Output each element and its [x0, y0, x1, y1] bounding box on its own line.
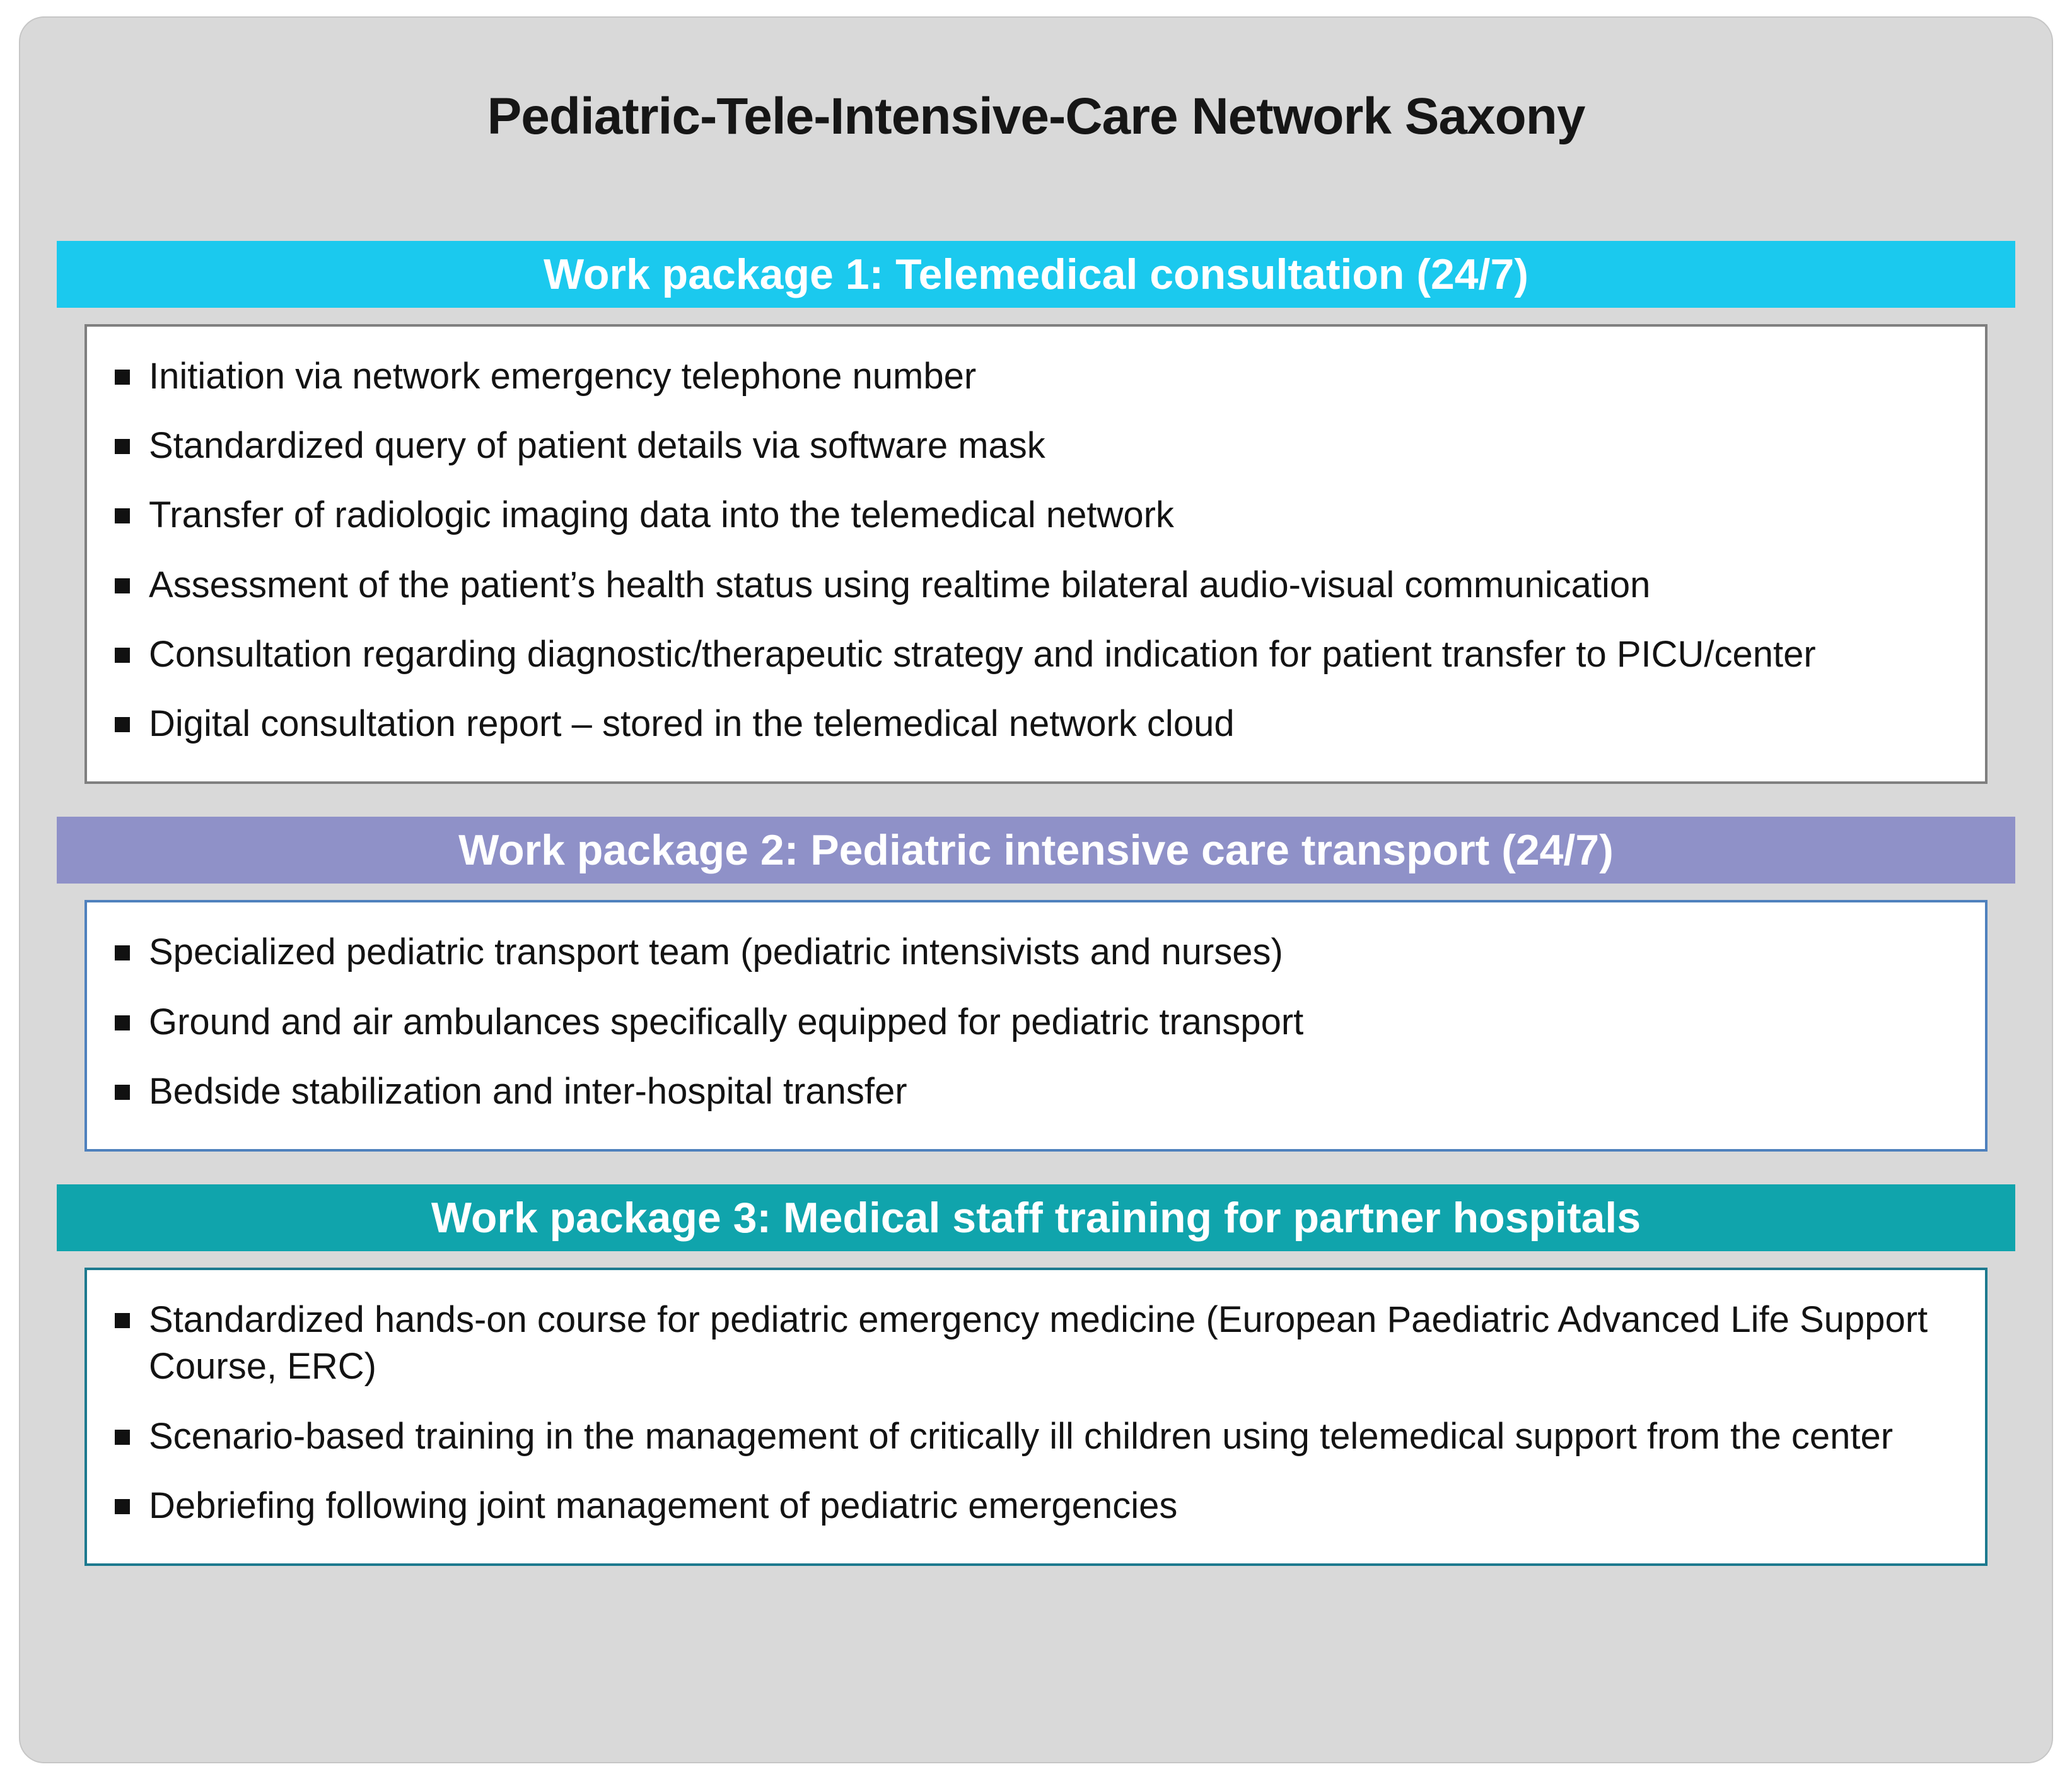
list-item: [115, 1483, 1953, 1529]
work-package-1-box: [84, 324, 1988, 784]
bullet-icon: [115, 1313, 130, 1328]
list-item: [115, 353, 1953, 400]
list-item-text: Specialized pediatric transport team (pediatric intensivists and nurses): [149, 931, 1283, 973]
list-item: [115, 1413, 1953, 1460]
list-item-text: Standardized query of patient details via software mask: [149, 425, 1045, 467]
work-package-2: [57, 817, 2015, 1152]
work-package-1-header: Work package 1: Telemedical consultation (24/7): [57, 241, 2015, 308]
list-item-text: Transfer of radiologic imaging data into the telemedical network: [149, 494, 1174, 536]
work-package-3-header: Work package 3: Medical staff training for partner hospitals: [57, 1184, 2015, 1251]
work-package-3: [57, 1184, 2015, 1566]
bullet-icon: [115, 1499, 130, 1514]
list-item: [115, 423, 1953, 469]
bullet-icon: [115, 1015, 130, 1030]
work-package-2-items: [115, 929, 1953, 1115]
list-item: [115, 929, 1953, 976]
list-item-text: Initiation via network emergency telephone number: [149, 356, 977, 397]
figure-title: Pediatric-Tele-Intensive-Care Network Saxony: [487, 88, 1585, 145]
list-item: [115, 999, 1953, 1046]
list-item-text: Assessment of the patient’s health status using realtime bilateral audio-visual communication: [149, 564, 1651, 605]
bullet-icon: [115, 648, 130, 663]
bullet-icon: [115, 945, 130, 960]
list-item-text: Consultation regarding diagnostic/therapeutic strategy and indication for patient transfer to PICU/center: [149, 633, 1816, 675]
list-item-text: Scenario-based training in the management of critically ill children using telemedical support from the center: [149, 1415, 1894, 1457]
list-item: [115, 492, 1953, 539]
bullet-icon: [115, 439, 130, 454]
work-package-2-header: Work package 2: Pediatric intensive care transport (24/7): [57, 817, 2015, 884]
list-item-text: Digital consultation report – stored in the telemedical network cloud: [149, 703, 1235, 745]
list-item: [115, 631, 1953, 678]
work-package-3-box: [84, 1268, 1988, 1566]
work-package-3-items: [115, 1297, 1953, 1529]
list-item: [115, 1068, 1953, 1115]
bullet-icon: [115, 370, 130, 385]
list-item-text: Ground and air ambulances specifically equipped for pediatric transport: [149, 1001, 1304, 1042]
list-item-text: Debriefing following joint management of pediatric emergencies: [149, 1485, 1178, 1526]
bullet-icon: [115, 578, 130, 593]
list-item: [115, 562, 1953, 609]
list-item-text: Bedside stabilization and inter-hospital transfer: [149, 1070, 907, 1112]
bullet-icon: [115, 1430, 130, 1445]
list-item: [115, 701, 1953, 747]
figure-panel: [19, 16, 2053, 1763]
bullet-icon: [115, 1085, 130, 1100]
list-item: [115, 1297, 1953, 1390]
work-package-1-items: [115, 353, 1953, 747]
bullet-icon: [115, 508, 130, 523]
list-item-text: Standardized hands-on course for pediatric emergency medicine (European Paediatric Advanced Life Support Course, ERC): [149, 1299, 1928, 1387]
work-package-1: [57, 241, 2015, 784]
work-package-2-box: [84, 900, 1988, 1152]
bullet-icon: [115, 717, 130, 732]
